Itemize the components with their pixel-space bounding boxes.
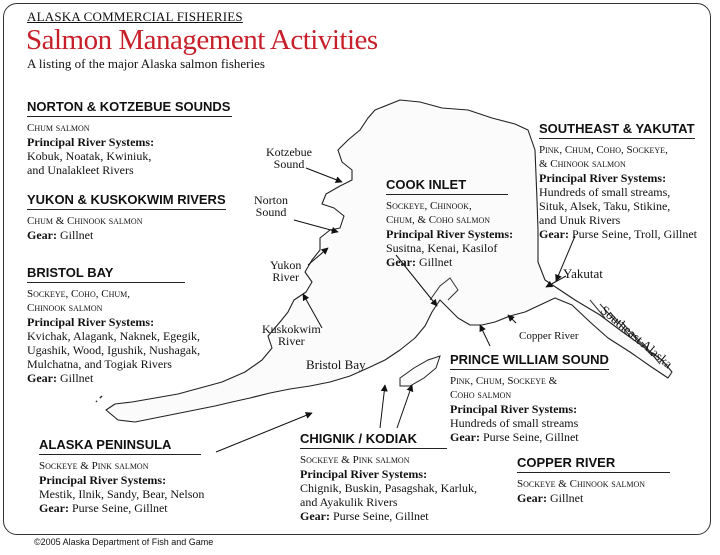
label-kotzebue-sound [266, 146, 312, 170]
agency-name: ALASKA COMMERCIAL FISHERIES [27, 9, 243, 24]
gear-label-copper: Gear: [517, 491, 547, 505]
rivers-label-bristol: Principal River Systems: [27, 315, 155, 329]
heading-norton-kotzebue: NORTON & KOTZEBUE SOUNDS [27, 100, 232, 117]
species-peninsula: Sockeye & Pink salmon [39, 460, 149, 472]
page-subtitle: A listing of the major Alaska salmon fisheries [27, 56, 265, 71]
aleutian-islands [96, 396, 102, 402]
heading-alaska-peninsula: ALASKA PENINSULA [39, 438, 201, 455]
label-southeast-alaska: Southeast Alaska [597, 302, 676, 372]
arrow-peninsula [216, 413, 312, 452]
label-norton-line1: Norton [254, 193, 288, 207]
heading-chignik-kodiak: CHIGNIK / KODIAK [300, 432, 447, 449]
arrow-copper [508, 315, 516, 323]
species-copper: Sockeye & Chinook salmon [517, 478, 646, 490]
label-kuskokwim-river [262, 323, 321, 347]
rivers-southeast-1: Hundreds of small streams, [539, 185, 671, 199]
species-pws-2: Coho salmon [450, 389, 512, 401]
heading-cook-inlet: COOK INLET [386, 178, 508, 195]
arrow-pws [480, 325, 490, 346]
label-norton-line2: Sound [255, 205, 287, 219]
species-bristol-2: Chinook salmon [27, 302, 103, 314]
label-yukon-line2: River [272, 270, 299, 284]
section-prince-william-sound [450, 353, 609, 444]
label-copper-river: Copper River [519, 330, 579, 342]
label-bristol-bay: Bristol Bay [306, 357, 366, 372]
rivers-label-chignik: Principal River Systems: [300, 467, 428, 481]
arrow-chignik [380, 385, 385, 428]
rivers-southeast-2: Situk, Alsek, Taku, Stikine, [539, 199, 671, 213]
label-kuskokwim-line1: Kuskokwim [262, 322, 321, 336]
gear-cook: Gillnet [418, 255, 453, 269]
gear-label-bristol: Gear: [27, 371, 57, 385]
species-cook-2: Chum, & Coho salmon [386, 214, 491, 226]
gear-label-peninsula: Gear: [39, 501, 69, 515]
gear-pws: Purse Seine, Gillnet [482, 430, 579, 444]
rivers-label-norton: Principal River Systems: [27, 135, 155, 149]
section-cook-inlet [386, 178, 513, 269]
rivers-cook-1: Susitna, Kenai, Kasilof [386, 241, 498, 255]
gear-yukon: Gillnet [59, 228, 94, 242]
copyright: ©2005 Alaska Department of Fish and Game [34, 537, 214, 547]
rivers-label-southeast: Principal River Systems: [539, 171, 667, 185]
species-southeast-1: Pink, Chum, Coho, Sockeye, [539, 144, 668, 156]
species-bristol-1: Sockeye, Coho, Chum, [27, 288, 130, 300]
label-norton-sound [254, 194, 288, 218]
label-kotzebue-line1: Kotzebue [266, 145, 312, 159]
section-copper-river [517, 456, 670, 505]
arrow-kotzebue [306, 168, 342, 182]
rivers-label-peninsula: Principal River Systems: [39, 473, 167, 487]
section-southeast-yakutat [539, 122, 697, 241]
section-alaska-peninsula [39, 438, 204, 515]
rivers-bristol-1: Kvichak, Alagank, Naknek, Egegik, [27, 329, 200, 343]
section-norton-kotzebue [27, 100, 232, 177]
rivers-bristol-2: Ugashik, Wood, Igushik, Nushagak, [27, 343, 201, 357]
gear-bristol: Gillnet [59, 371, 94, 385]
label-kuskokwim-line2: River [278, 334, 305, 348]
heading-bristol-bay: BRISTOL BAY [27, 266, 185, 283]
gear-label-yukon: Gear: [27, 228, 57, 242]
kodiak-island [400, 356, 440, 386]
label-yakutat: Yakutat [563, 266, 603, 281]
rivers-pws-1: Hundreds of small streams [450, 416, 579, 430]
section-yukon-kuskokwim [27, 193, 226, 242]
rivers-chignik-2: and Ayakulik Rivers [300, 495, 398, 509]
species-cook-1: Sockeye, Chinook, [386, 200, 472, 212]
rivers-bristol-3: Mulchatna, and Togiak Rivers [27, 357, 172, 371]
label-kotzebue-line2: Sound [273, 157, 305, 171]
section-bristol-bay [27, 266, 200, 385]
rivers-peninsula-1: Mestik, Ilnik, Sandy, Bear, Nelson [39, 487, 205, 501]
species-southeast-2: & Chinook salmon [539, 158, 626, 170]
rivers-southeast-3: and Unuk Rivers [539, 213, 621, 227]
label-yukon-river [270, 259, 301, 283]
species-chignik: Sockeye & Pink salmon [300, 454, 410, 466]
rivers-chignik-1: Chignik, Buskin, Pasagshak, Karluk, [300, 481, 477, 495]
heading-yukon-kuskokwim: YUKON & KUSKOKWIM RIVERS [27, 193, 226, 210]
label-yukon-line1: Yukon [270, 258, 302, 272]
heading-southeast-yakutat: SOUTHEAST & YAKUTAT [539, 122, 695, 139]
gear-copper: Gillnet [549, 491, 584, 505]
rivers-label-pws: Principal River Systems: [450, 402, 578, 416]
gear-label-cook: Gear: [386, 255, 416, 269]
arrow-kodiak [397, 385, 412, 428]
gear-label-chignik: Gear: [300, 509, 330, 523]
gear-label-southeast: Gear: [539, 227, 569, 241]
rivers-norton-1: Kobuk, Noatak, Kwiniuk, [27, 149, 152, 163]
rivers-label-cook: Principal River Systems: [386, 227, 514, 241]
heading-copper-river: COPPER RIVER [517, 456, 670, 473]
species-yukon: Chum & Chinook salmon [27, 215, 143, 227]
gear-southeast: Purse Seine, Troll, Gillnet [571, 227, 697, 241]
gear-peninsula: Purse Seine, Gillnet [71, 501, 168, 515]
arrow-norton [294, 220, 338, 232]
species-norton: Chum salmon [27, 122, 90, 134]
page-title: Salmon Management Activities [26, 24, 378, 56]
section-chignik-kodiak [300, 432, 477, 523]
gear-chignik: Purse Seine, Gillnet [332, 509, 429, 523]
heading-prince-william-sound: PRINCE WILLIAM SOUND [450, 353, 609, 370]
rivers-norton-2: and Unalakleet Rivers [27, 163, 134, 177]
species-pws-1: Pink, Chum, Sockeye & [450, 375, 558, 387]
gear-label-pws: Gear: [450, 430, 480, 444]
